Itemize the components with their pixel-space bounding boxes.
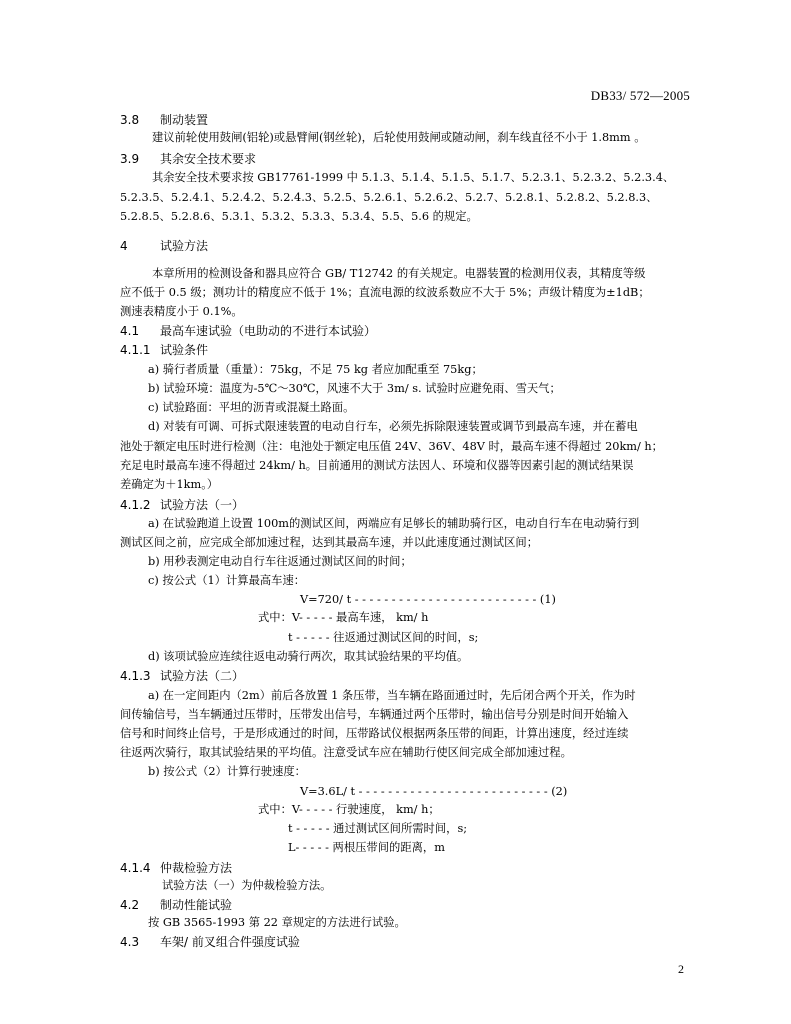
line-text: b) 按公式（2）计算行驶速度： bbox=[148, 765, 306, 778]
section-heading bbox=[120, 668, 731, 684]
line-text: 其余安全技术要求 bbox=[160, 152, 257, 166]
paragraph-line bbox=[148, 573, 731, 589]
paragraph-line bbox=[162, 878, 731, 894]
paragraph-line bbox=[120, 190, 731, 206]
line-text: 往返两次骑行，取其试验结果的平均值。注意受试车应在辅助行使区间完成全部加速过程。 bbox=[120, 746, 572, 759]
paragraph-line bbox=[288, 821, 731, 837]
section-heading bbox=[120, 323, 731, 339]
section-heading bbox=[120, 934, 731, 950]
standard-code: DB33/ 572—2005 bbox=[590, 88, 690, 103]
line-text: 试验方法（一）为仲裁检验方法。 bbox=[162, 879, 332, 892]
section-number: 3.9 bbox=[120, 152, 140, 166]
section-number: 4.1.2 bbox=[120, 498, 151, 512]
line-text: t - - - - - 往返通过测试区间的时间，s; bbox=[288, 631, 479, 644]
paragraph-line bbox=[152, 130, 731, 146]
section-number: 4.2 bbox=[120, 898, 140, 912]
line-text: L- - - - - 两根压带间的距离，m bbox=[288, 841, 445, 854]
paragraph-line bbox=[258, 610, 731, 626]
section-number: 4.1.1 bbox=[120, 343, 151, 357]
line-text: 试验方法 bbox=[160, 239, 209, 253]
paragraph-line bbox=[148, 381, 731, 397]
line-text: V=3.6L/ t - - - - - - - - - - - - - - - - - - - - - - - - - - (2) bbox=[300, 785, 568, 798]
line-text: 本章所用的检测设备和器具应符合 GB/ T12742 的有关规定。电器装置的检测用仪表，其精度等级 bbox=[152, 267, 646, 280]
line-text: 仲裁检验方法 bbox=[160, 861, 233, 875]
line-text: 建议前轮使用鼓闸(铝轮)或悬臂闸(钢丝轮)，后轮使用鼓闸或随动闸，刹车线直径不小于 1.8mm 。 bbox=[152, 131, 646, 144]
line-text: 制动装置 bbox=[160, 113, 209, 127]
line-text: 试验方法（一） bbox=[160, 498, 245, 512]
paragraph-line bbox=[148, 362, 731, 378]
line-text: 式中：V- - - - - 行驶速度， km/ h； bbox=[258, 803, 440, 816]
page-number: 2 bbox=[678, 962, 684, 976]
line-text: 其余安全技术要求按 GB17761-1999 中 5.1.3、5.1.4、5.1.5、5.1.7、5.2.3.1、5.2.3.2、5.2.3.4、 bbox=[152, 171, 675, 184]
paragraph-line bbox=[152, 266, 731, 282]
section-number: 3.8 bbox=[120, 113, 140, 127]
line-text: 式中：V- - - - - 最高车速， km/ h bbox=[258, 611, 429, 624]
section-heading bbox=[120, 238, 731, 254]
paragraph-line bbox=[120, 745, 731, 761]
line-text: 5.2.8.5、5.2.8.6、5.3.1、5.3.2、5.3.3、5.3.4、5.5、5.6 的规定。 bbox=[120, 210, 478, 223]
paragraph-line bbox=[148, 419, 731, 435]
paragraph-line bbox=[300, 784, 731, 800]
paragraph-line bbox=[120, 285, 731, 301]
paragraph-line bbox=[258, 802, 731, 818]
paragraph-line bbox=[120, 439, 731, 455]
section-heading bbox=[120, 112, 731, 128]
line-text: a) 骑行者质量（重量）：75kg，不足 75 kg 者应加配重至 75kg； bbox=[148, 363, 483, 376]
line-text: 间传输信号，当车辆通过压带时，压带发出信号，车辆通过两个压带时，输出信号分别是时间开始输入 bbox=[120, 708, 629, 721]
paragraph-line bbox=[148, 516, 731, 532]
line-text: c) 按公式（1）计算最高车速： bbox=[148, 574, 306, 587]
line-text: 测速表精度小于 0.1%。 bbox=[120, 305, 243, 318]
paragraph-line bbox=[148, 764, 731, 780]
paragraph-line bbox=[120, 707, 731, 723]
paragraph-line bbox=[148, 915, 731, 931]
line-text: b) 试验环境：温度为-5℃～30℃，风速不大于 3m/ s. 试验时应避免雨、雪天气； bbox=[148, 382, 561, 395]
line-text: 试验条件 bbox=[160, 343, 209, 357]
line-text: 充足电时最高车速不得超过 24km/ h。目前通用的测试方法因人、环境和仪器等因素引起的测试结果误 bbox=[120, 459, 634, 472]
paragraph-line bbox=[152, 170, 731, 186]
line-text: d) 该项试验应连续往返电动骑行两次，取其试验结果的平均值。 bbox=[148, 650, 469, 663]
section-heading bbox=[120, 897, 731, 913]
paragraph-line bbox=[148, 649, 731, 665]
paragraph-line bbox=[120, 209, 731, 225]
section-number: 4.3 bbox=[120, 935, 140, 949]
line-text: 制动性能试验 bbox=[160, 898, 233, 912]
section-number: 4.1.4 bbox=[120, 861, 151, 875]
paragraph-line bbox=[300, 592, 731, 608]
section-number: 4.1 bbox=[120, 324, 140, 338]
section-heading bbox=[120, 860, 731, 876]
paragraph-line bbox=[120, 458, 731, 474]
line-text: V=720/ t - - - - - - - - - - - - - - - - - - - - - - - - - (1) bbox=[300, 593, 556, 606]
line-text: 最高车速试验（电助动的不进行本试验） bbox=[160, 324, 377, 338]
paragraph-line bbox=[120, 477, 731, 493]
line-text: 差确定为＋1km。） bbox=[120, 478, 219, 491]
line-text: 池处于额定电压时进行检测（注：电池处于额定电压值 24V、36V、48V 时，最高车速不得超过 20km/ h； bbox=[120, 440, 663, 453]
line-text: 按 GB 3565-1993 第 22 章规定的方法进行试验。 bbox=[148, 916, 406, 929]
line-text: 车架/ 前叉组合件强度试验 bbox=[160, 935, 300, 949]
paragraph-line bbox=[120, 304, 731, 320]
line-text: 5.2.3.5、5.2.4.1、5.2.4.2、5.2.4.3、5.2.5、5.2.6.1、5.2.6.2、5.2.7、5.2.8.1、5.2.8.2、5.2.8.3、 bbox=[120, 191, 658, 204]
paragraph-line bbox=[120, 535, 731, 551]
paragraph-line bbox=[148, 554, 731, 570]
line-text: 试验方法（二） bbox=[160, 669, 245, 683]
line-text: b) 用秒表测定电动自行车往返通过测试区间的时间； bbox=[148, 555, 412, 568]
line-text: 应不低于 0.5 级；测功计的精度应不低于 1%；直流电源的纹波系数应不大于 5%；声级计精度为±1dB； bbox=[120, 286, 650, 299]
paragraph-line bbox=[148, 688, 731, 704]
line-text: t - - - - - 通过测试区间所需时间，s; bbox=[288, 822, 468, 835]
section-number: 4.1.3 bbox=[120, 669, 151, 683]
section-heading bbox=[120, 342, 731, 358]
line-text: d) 对装有可调、可拆式限速装置的电动自行车，必须先拆除限速装置或调节到最高车速，并在蓄电 bbox=[148, 420, 638, 433]
paragraph-line bbox=[148, 400, 731, 416]
line-text: c) 试验路面：平坦的沥青或混凝土路面。 bbox=[148, 401, 355, 414]
line-text: a) 在试验跑道上设置 100m的测试区间，两端应有足够长的辅助骑行区，电动自行车在电动骑行到 bbox=[148, 517, 640, 530]
section-heading bbox=[120, 151, 731, 167]
paragraph-line bbox=[288, 630, 731, 646]
section-heading bbox=[120, 497, 731, 513]
line-text: a) 在一定间距内（2m）前后各放置 1 条压带，当车辆在路面通过时，先后闭合两个开关，作为时 bbox=[148, 689, 636, 702]
paragraph-line bbox=[288, 840, 731, 856]
line-text: 测试区间之前，应完成全部加速过程，达到其最高车速，并以此速度通过测试区间； bbox=[120, 536, 538, 549]
section-number: 4 bbox=[120, 239, 128, 253]
paragraph-line bbox=[120, 726, 731, 742]
line-text: 信号和时间终止信号，于是形成通过的时间，压带路试仪根据两条压带的间距，计算出速度，经过连续 bbox=[120, 727, 629, 740]
